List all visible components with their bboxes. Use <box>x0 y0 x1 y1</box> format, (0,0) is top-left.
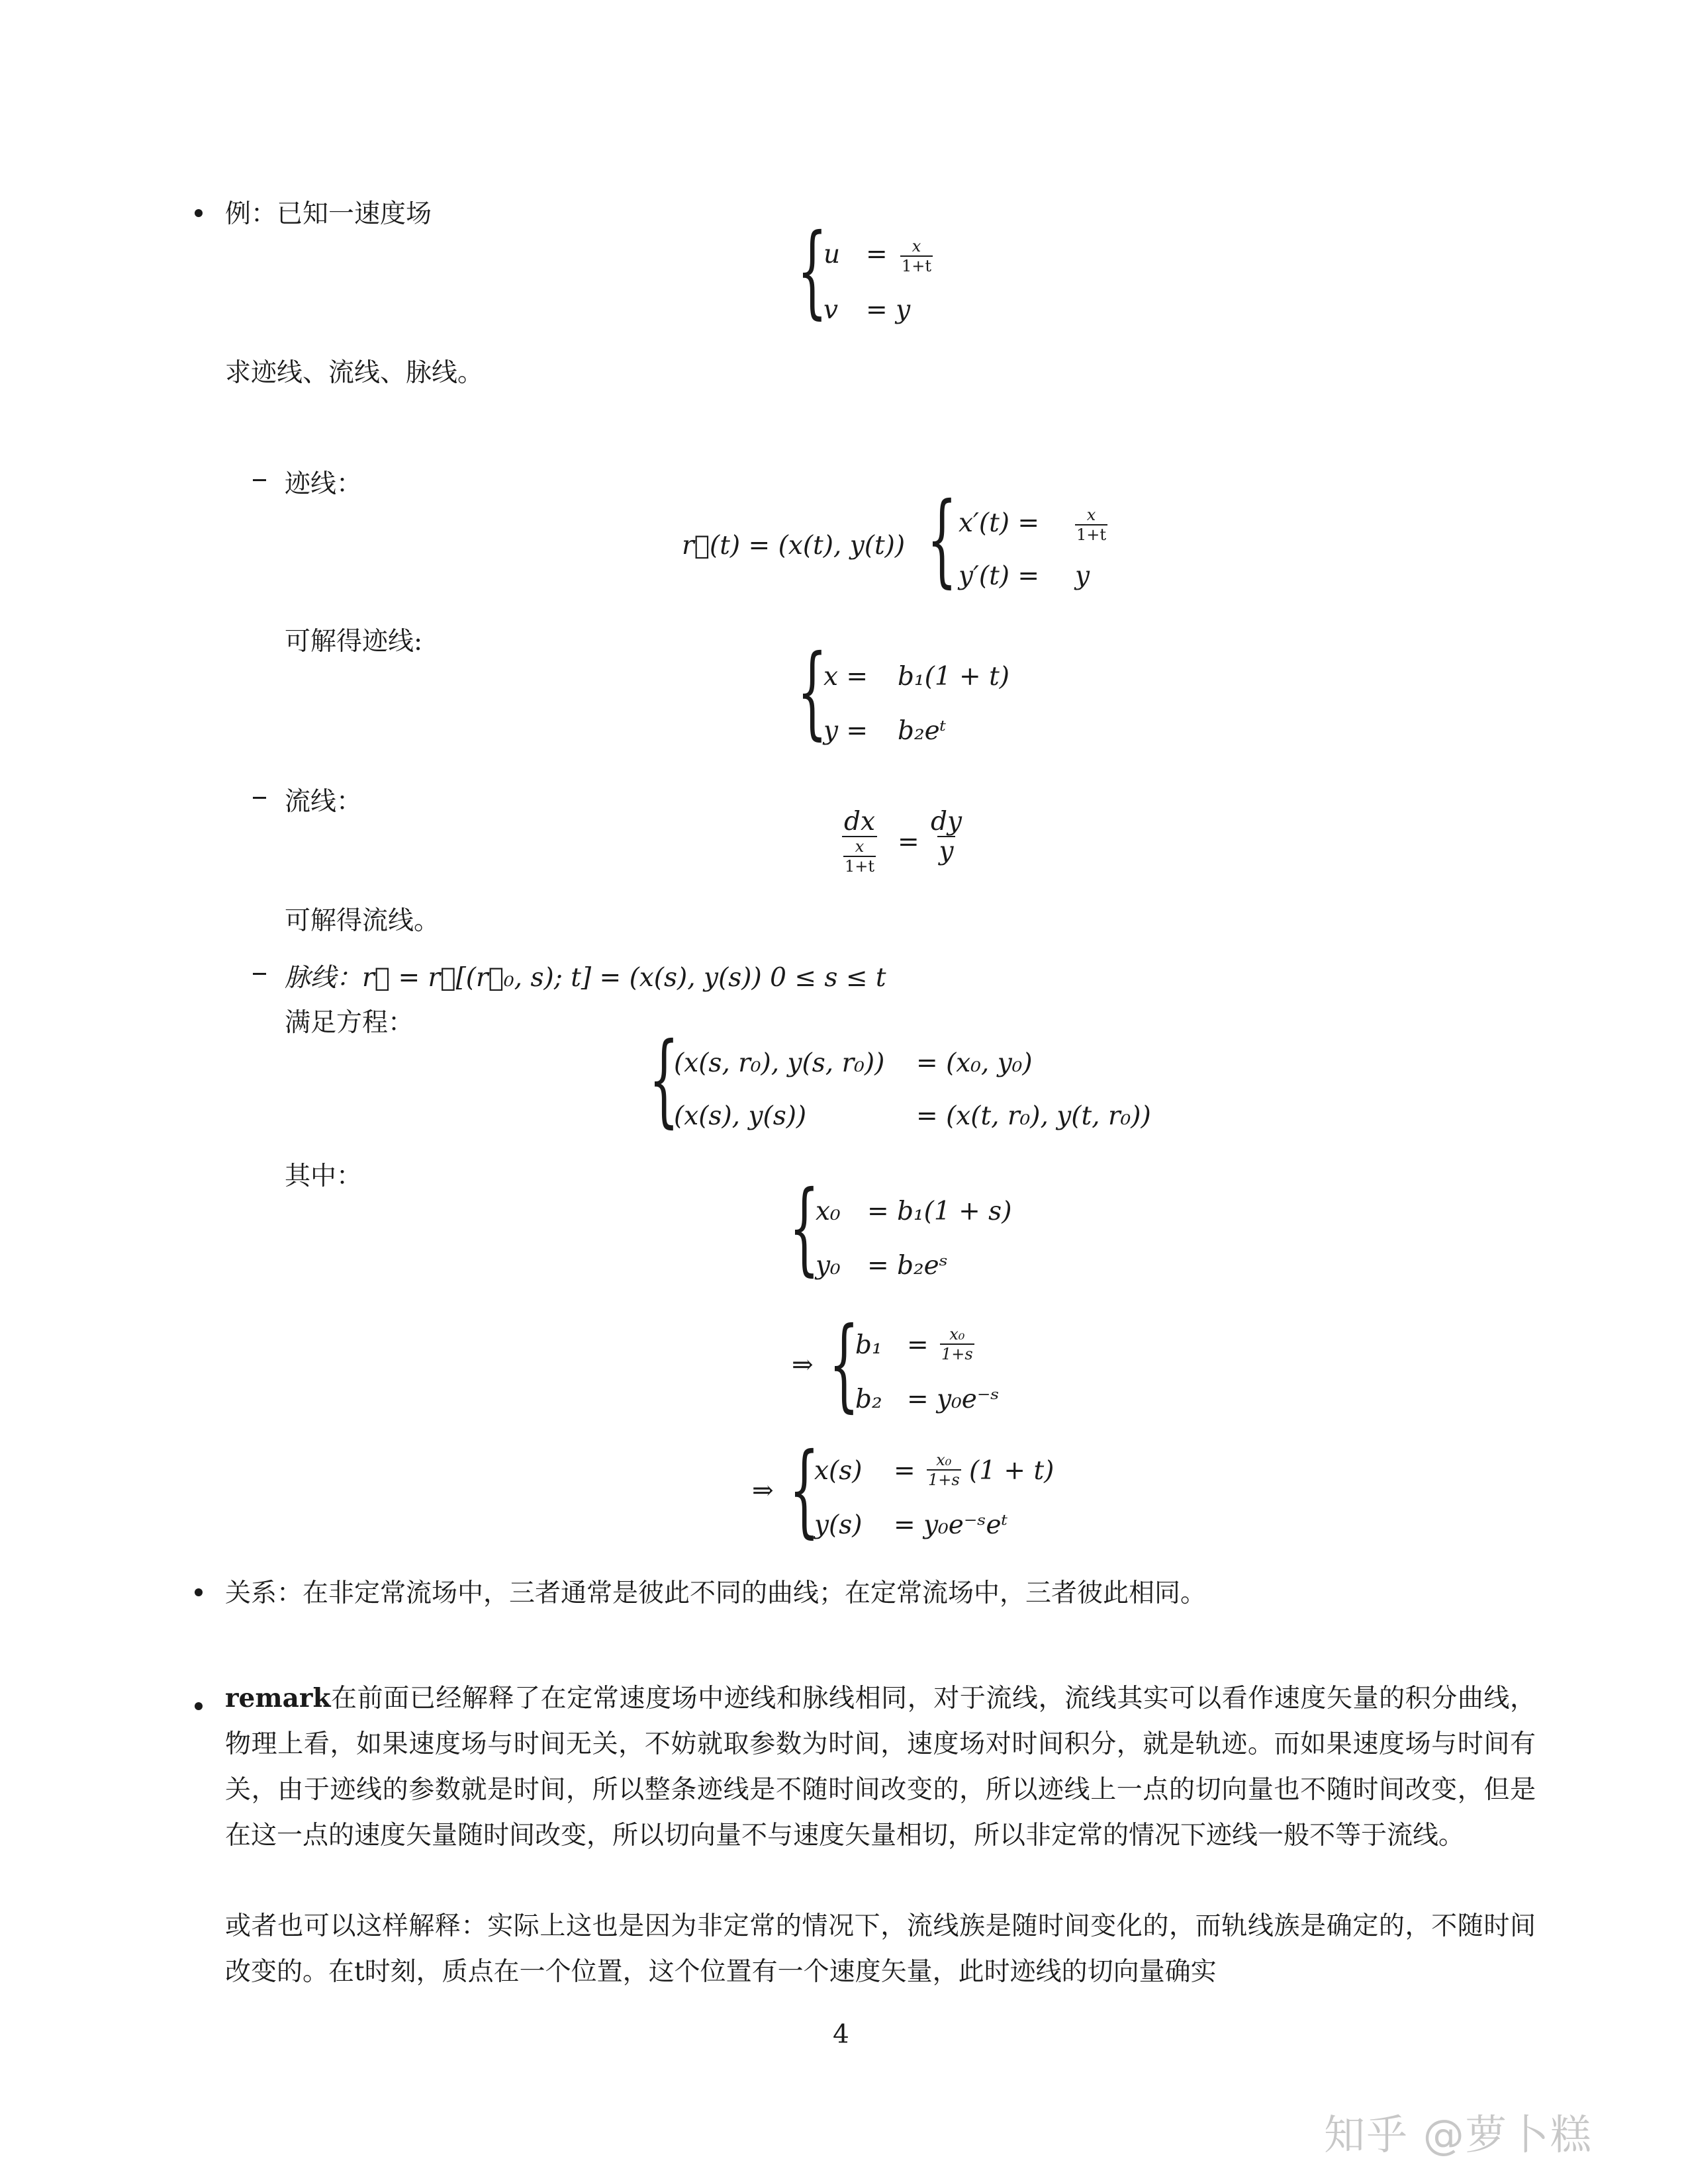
eq-v-lhs: v <box>823 295 839 325</box>
sys1-l1: (x(s, r₀), y(s, r₀)) <box>674 1048 885 1078</box>
streakline-label: 脉线：r⃗ = r⃗[(r⃗₀, s); t] = (x(s), y(s)) 0 ≤ s ≤ t <box>285 963 886 993</box>
sys3-l2: b₂ <box>855 1385 882 1414</box>
position-vector-def: r⃗(t) = (x(t), y(t)) <box>682 531 906 561</box>
left-brace: { <box>829 1305 859 1423</box>
bullet <box>195 1702 203 1710</box>
streamline-lhs-fraction: $\frac{dx}{\frac{x}{1+t}}$ <box>842 809 877 874</box>
dash-marker <box>253 479 266 481</box>
sys2-l2: y₀ <box>816 1251 841 1281</box>
streamline-equals: = <box>898 827 919 857</box>
left-brace: { <box>927 480 957 598</box>
sys1-r1: = (x₀, y₀) <box>916 1048 1033 1078</box>
left-brace: { <box>797 212 827 330</box>
streamline-label: 流线： <box>285 787 363 817</box>
bullet <box>195 1588 203 1596</box>
pathline-label: 迹线： <box>285 469 363 499</box>
xprime-lhs: x′(t) = <box>959 508 1040 538</box>
yprime-rhs: y <box>1075 561 1090 591</box>
sys3-r1-fraction: $\frac{\text{x₀}}{1+s}$ <box>941 1325 973 1363</box>
left-brace: { <box>789 1431 820 1549</box>
implies-arrow: ⇒ <box>792 1350 814 1380</box>
sys4-r1-fraction: $\frac{\text{x₀}}{1+s}$ <box>928 1451 960 1489</box>
remark-paragraph-1 <box>225 1676 1536 1858</box>
page-number: 4 <box>833 2020 849 2050</box>
remark-paragraph-2: 或者也可以这样解释：实际上这也是因为非定常的情况下，流线族是随时间变化的，而轨线族是确定的，不随时间改变的。在t时刻，质点在一个位置，这个位置有一个速度矢量，此时迹线的切向量确实 <box>225 1911 1536 1987</box>
task-text: 求迹线、流线、脉线。 <box>225 358 484 388</box>
left-brace: { <box>789 1169 820 1287</box>
implies-arrow: ⇒ <box>752 1476 774 1506</box>
left-brace: { <box>649 1021 679 1138</box>
sys4-r1-tail: (1 + t) <box>969 1456 1055 1486</box>
example-heading: 例：已知一速度场 <box>225 199 432 229</box>
sys3-r2: = y₀e⁻ˢ <box>907 1385 1000 1414</box>
xprime-fraction: $\frac{x}{1+t}$ <box>1076 506 1107 544</box>
dash-marker <box>253 973 266 975</box>
eq-v-rhs: = y <box>866 295 911 325</box>
sys1-r2: = (x(t, r₀), y(t, r₀)) <box>916 1101 1151 1131</box>
sys4-l1: x(s) <box>814 1456 863 1486</box>
watermark: 知乎 @萝卜糕 <box>1324 2111 1593 2159</box>
left-brace: { <box>797 633 827 751</box>
streamline-solved-text: 可解得流线。 <box>285 906 440 936</box>
eq-u-fraction: $\frac{x}{1+t}$ <box>902 237 932 275</box>
sol-y-lhs: y = <box>823 716 868 746</box>
sys3-l1: b₁ <box>855 1330 882 1360</box>
relation-text: 关系：在非定常流场中，三者通常是彼此不同的曲线；在定常流场中，三者彼此相同。 <box>225 1578 1207 1608</box>
eq-u-lhs: u <box>823 240 841 269</box>
sys1-l2: (x(s), y(s)) <box>674 1101 807 1131</box>
sol-y-rhs: b₂eᵗ <box>898 716 947 746</box>
dash-marker <box>253 797 266 799</box>
pathline-solved-text: 可解得迹线: <box>285 627 423 657</box>
sys4-r2: = y₀e⁻ˢeᵗ <box>894 1510 1008 1540</box>
sys4-l2: y(s) <box>814 1510 863 1540</box>
eq-u-equals: = <box>866 240 888 269</box>
sys4-r1-eq: = <box>894 1456 915 1486</box>
sys2-r2: = b₂eˢ <box>867 1251 948 1281</box>
sys2-r1: = b₁(1 + s) <box>867 1197 1012 1226</box>
where-text: 其中： <box>285 1161 363 1191</box>
remark-keyword: remark <box>225 1683 331 1713</box>
sol-x-lhs: x = <box>823 662 868 692</box>
sys3-r1-eq: = <box>907 1330 929 1360</box>
sys2-l1: x₀ <box>816 1197 841 1226</box>
remark-body: 在前面已经解释了在定常速度场中迹线和脉线相同，对于流线，流线其实可以看作速度矢量的积分曲线，物理上看，如果速度场与时间无关，不妨就取参数为时间，速度场对时间积分，就是轨迹。而如果速度场与时间有关，由于迹线的参数就是时间，所以整条迹线是不随时间改变的，所以迹线上一点的切向量也不随时间改变，但是在这一点的速度矢量随时间改变，所以切向量不与速度矢量相切，所以非定常的情况下迹线一般不等于流线。 <box>225 1684 1536 1850</box>
streamline-rhs-fraction: $\frac{dy}{y}$ <box>931 807 962 866</box>
bullet <box>195 209 203 217</box>
satisfy-text: 满足方程： <box>285 1008 414 1038</box>
sol-x-rhs: b₁(1 + t) <box>898 662 1009 692</box>
yprime-lhs: y′(t) = <box>959 561 1040 591</box>
